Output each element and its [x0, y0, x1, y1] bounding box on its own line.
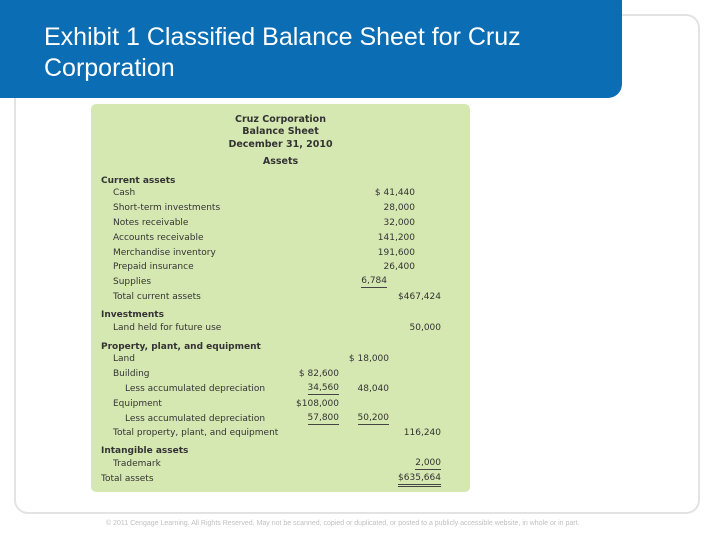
trademark-amount-text: 2,000: [415, 458, 441, 468]
company-name: Cruz Corporation: [235, 114, 326, 125]
total-current-assets-label: Total current assets: [113, 292, 201, 302]
building-net-amount: 48,040: [357, 384, 389, 394]
equipment-net-amount: [345, 413, 389, 424]
statement-name: Balance Sheet: [242, 126, 319, 137]
total-assets-label: Total assets: [101, 474, 154, 484]
supplies-amount-text: 6,784: [361, 276, 387, 286]
cash-amount: $ 41,440: [374, 188, 415, 198]
equipment-net-amount-text: 50,200: [357, 413, 389, 423]
equipment-dep-label: Less accumulated depreciation: [125, 414, 266, 424]
equipment-dep-amount: [297, 413, 339, 424]
short-term-investments-label: Short-term investments: [113, 203, 221, 213]
equipment-amount: $108,000: [296, 399, 339, 409]
cash-label: Cash: [113, 188, 136, 198]
equipment-label: Equipment: [113, 399, 162, 409]
land-future-label: Land held for future use: [113, 323, 222, 333]
land-future-amount: 50,000: [409, 323, 441, 333]
short-term-investments-amount: 28,000: [383, 203, 415, 213]
accounts-receivable-label: Accounts receivable: [113, 233, 204, 243]
equipment-dep-amount-text: 57,800: [307, 413, 339, 423]
balance-sheet: [91, 104, 470, 492]
building-dep-amount: [297, 383, 339, 394]
intangibles-heading: Intangible assets: [101, 446, 189, 456]
trademark-label: Trademark: [113, 459, 161, 469]
ppe-heading: Property, plant, and equipment: [101, 342, 261, 352]
accounts-receivable-amount: 141,200: [377, 233, 415, 243]
building-amount: $ 82,600: [298, 369, 339, 379]
total-ppe-label: Total property, plant, and equipment: [113, 428, 279, 438]
land-label: Land: [113, 354, 135, 364]
prepaid-insurance-amount: 26,400: [383, 262, 415, 272]
notes-receivable-amount: 32,000: [383, 218, 415, 228]
building-dep-amount-text: 34,560: [307, 383, 339, 393]
investments-heading: Investments: [101, 310, 164, 320]
supplies-label: Supplies: [113, 277, 152, 287]
trademark-amount: [391, 458, 441, 469]
title-bar: [0, 0, 622, 98]
slide-title: Exhibit 1 Classified Balance Sheet for Cruz Corporation: [44, 23, 521, 82]
building-dep-label: Less accumulated depreciation: [125, 384, 266, 394]
supplies-amount: [345, 276, 387, 287]
merchandise-inventory-amount: 191,600: [377, 248, 415, 258]
copyright-footer: © 2011 Cengage Learning. All Rights Reserved. May not be scanned, copied or duplicated, or posted to a publicly accessible website, in whole or in part.: [106, 520, 580, 527]
land-amount: $ 18,000: [348, 354, 389, 364]
prepaid-insurance-label: Prepaid insurance: [113, 262, 194, 272]
building-label: Building: [113, 369, 150, 379]
statement-date: December 31, 2010: [228, 139, 333, 150]
assets-heading: Assets: [262, 156, 299, 167]
total-current-assets-amount: $467,424: [398, 292, 441, 302]
total-assets-amount-text: $635,664: [398, 473, 441, 487]
merchandise-inventory-label: Merchandise inventory: [113, 248, 216, 258]
notes-receivable-label: Notes receivable: [113, 218, 189, 228]
total-assets-amount: [381, 473, 441, 484]
current-assets-heading: Current assets: [101, 176, 176, 186]
total-ppe-amount: 116,240: [403, 428, 441, 438]
